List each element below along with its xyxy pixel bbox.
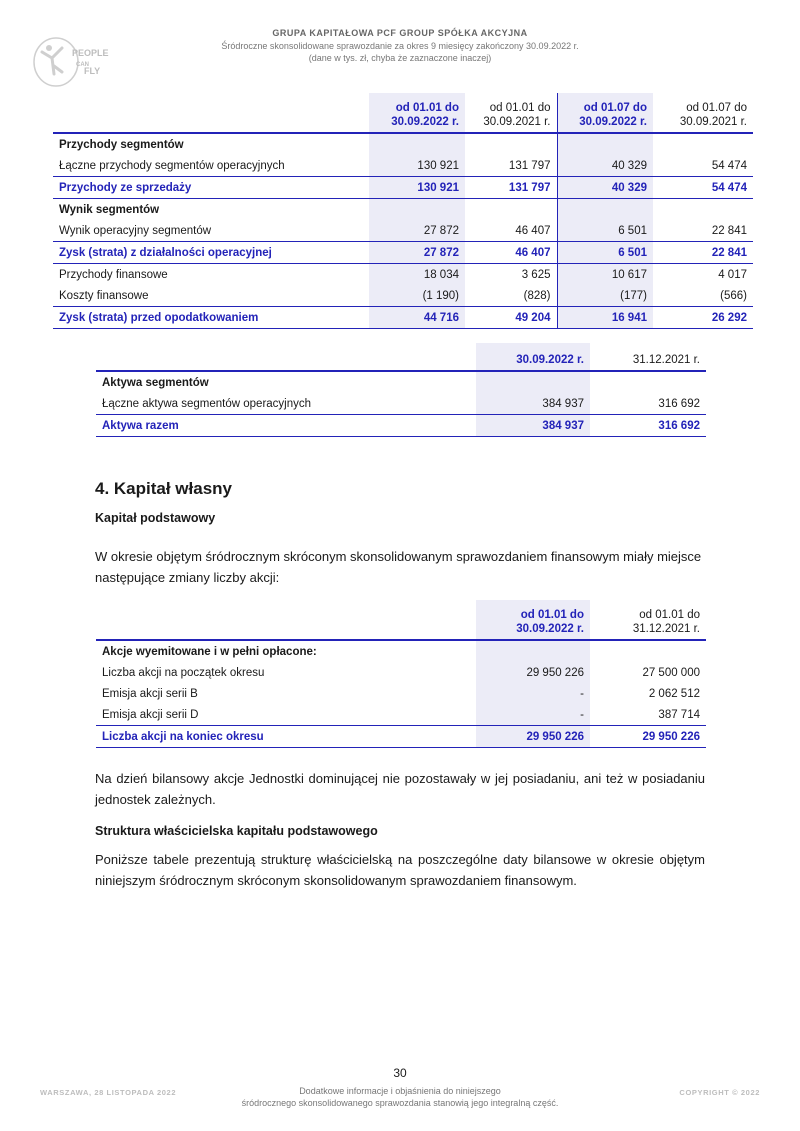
assets-col-1: 30.09.2022 r.	[476, 343, 590, 371]
treasury-paragraph: Na dzień bilansowy akcje Jednostki dominującej nie pozostawały w jej posiadaniu, ani też w posiadaniu jednostek zależnych.	[95, 771, 705, 807]
table-row: Emisja akcji serii B - 2 062 512	[96, 683, 706, 704]
table-row: Aktywa segmentów	[96, 371, 706, 393]
assets-table	[96, 343, 706, 437]
table-row-total: Zysk (strata) przed opodatkowaniem 44 716 49 204 16 941 26 292	[53, 307, 753, 329]
table-row-total: Liczba akcji na koniec okresu 29 950 226 29 950 226	[96, 726, 706, 748]
header-title: GRUPA KAPITAŁOWA PCF GROUP SPÓŁKA AKCYJNA	[272, 28, 528, 38]
page-number: 30	[393, 1066, 407, 1080]
table-row: Przychody finansowe 18 034 3 625 10 617 4 017	[53, 264, 753, 286]
table-row-total: Aktywa razem 384 937 316 692	[96, 415, 706, 437]
table-row: Łączne aktywa segmentów operacyjnych 384 937 316 692	[96, 393, 706, 415]
table-row: Przychody segmentów	[53, 133, 753, 155]
footer-center-line1: Dodatkowe informacje i objaśnienia do niniejszego	[299, 1086, 501, 1096]
intro-paragraph: W okresie objętym śródrocznym skróconym skonsolidowanym sprawozdaniem finansowym miały miejsce następujące zmiany liczby akcji:	[95, 549, 702, 585]
segments-col-1: od 01.01 do 30.09.2022 r.	[369, 93, 465, 133]
assets-header-row	[96, 343, 706, 371]
footer-center-line2: śródrocznego skonsolidowanego sprawozdania stanowią jego integralną część.	[241, 1098, 559, 1108]
shares-table	[96, 600, 706, 748]
table-row-total: Zysk (strata) z działalności operacyjnej 27 872 46 407 6 501 22 841	[53, 242, 753, 264]
footer-right: COPYRIGHT © 2022	[679, 1088, 760, 1097]
assets-col-2: 31.12.2021 r.	[590, 343, 706, 371]
shares-col-2: od 01.01 do 31.12.2021 r.	[590, 600, 706, 640]
table-row: Liczba akcji na początek okresu 29 950 226 27 500 000	[96, 662, 706, 683]
shares-header-row	[96, 600, 706, 640]
segments-header-empty	[53, 93, 369, 133]
logo-text-3: FLY	[84, 66, 101, 76]
table-row: Emisja akcji serii D - 387 714	[96, 704, 706, 726]
table-row-total: Przychody ze sprzedaży 130 921 131 797 40 329 54 474	[53, 177, 753, 199]
header-note: (dane w tys. zł, chyba że zaznaczone inaczej)	[308, 53, 492, 63]
segments-col-2: od 01.01 do 30.09.2021 r.	[465, 93, 557, 133]
shares-col-1: od 01.01 do 30.09.2022 r.	[476, 600, 590, 640]
logo-text-2: CAN	[76, 62, 89, 68]
table-row: Akcje wyemitowane i w pełni opłacone:	[96, 640, 706, 662]
logo-text-1: PEOPLE	[72, 48, 109, 58]
segments-table	[53, 93, 753, 329]
table-row: Wynik operacyjny segmentów 27 872 46 407 6 501 22 841	[53, 220, 753, 242]
header-subtitle: Śródroczne skonsolidowane sprawozdanie za okres 9 miesięcy zakończony 30.09.2022 r.	[221, 41, 579, 51]
section-heading: 4. Kapitał własny	[95, 479, 232, 498]
table-row: Wynik segmentów	[53, 199, 753, 221]
section-subheading: Kapitał podstawowy	[95, 511, 216, 525]
segments-header-row	[53, 93, 753, 133]
segments-col-4: od 01.07 do 30.09.2021 r.	[653, 93, 753, 133]
segments-col-3: od 01.07 do 30.09.2022 r.	[557, 93, 653, 133]
footer-left: WARSZAWA, 28 LISTOPADA 2022	[40, 1088, 177, 1097]
ownership-subheading: Struktura właścicielska kapitału podstawowego	[95, 824, 378, 838]
table-row: Łączne przychody segmentów operacyjnych 130 921 131 797 40 329 54 474	[53, 155, 753, 177]
ownership-paragraph: Poniższe tabele prezentują strukturę właścicielską na poszczególne daty bilansowe w okresie objętym niniejszym śródrocznym skróconym skonsolidowanym sprawozdaniem finansowym.	[95, 852, 705, 888]
table-row: Koszty finansowe (1 190) (828) (177) (566)	[53, 285, 753, 307]
